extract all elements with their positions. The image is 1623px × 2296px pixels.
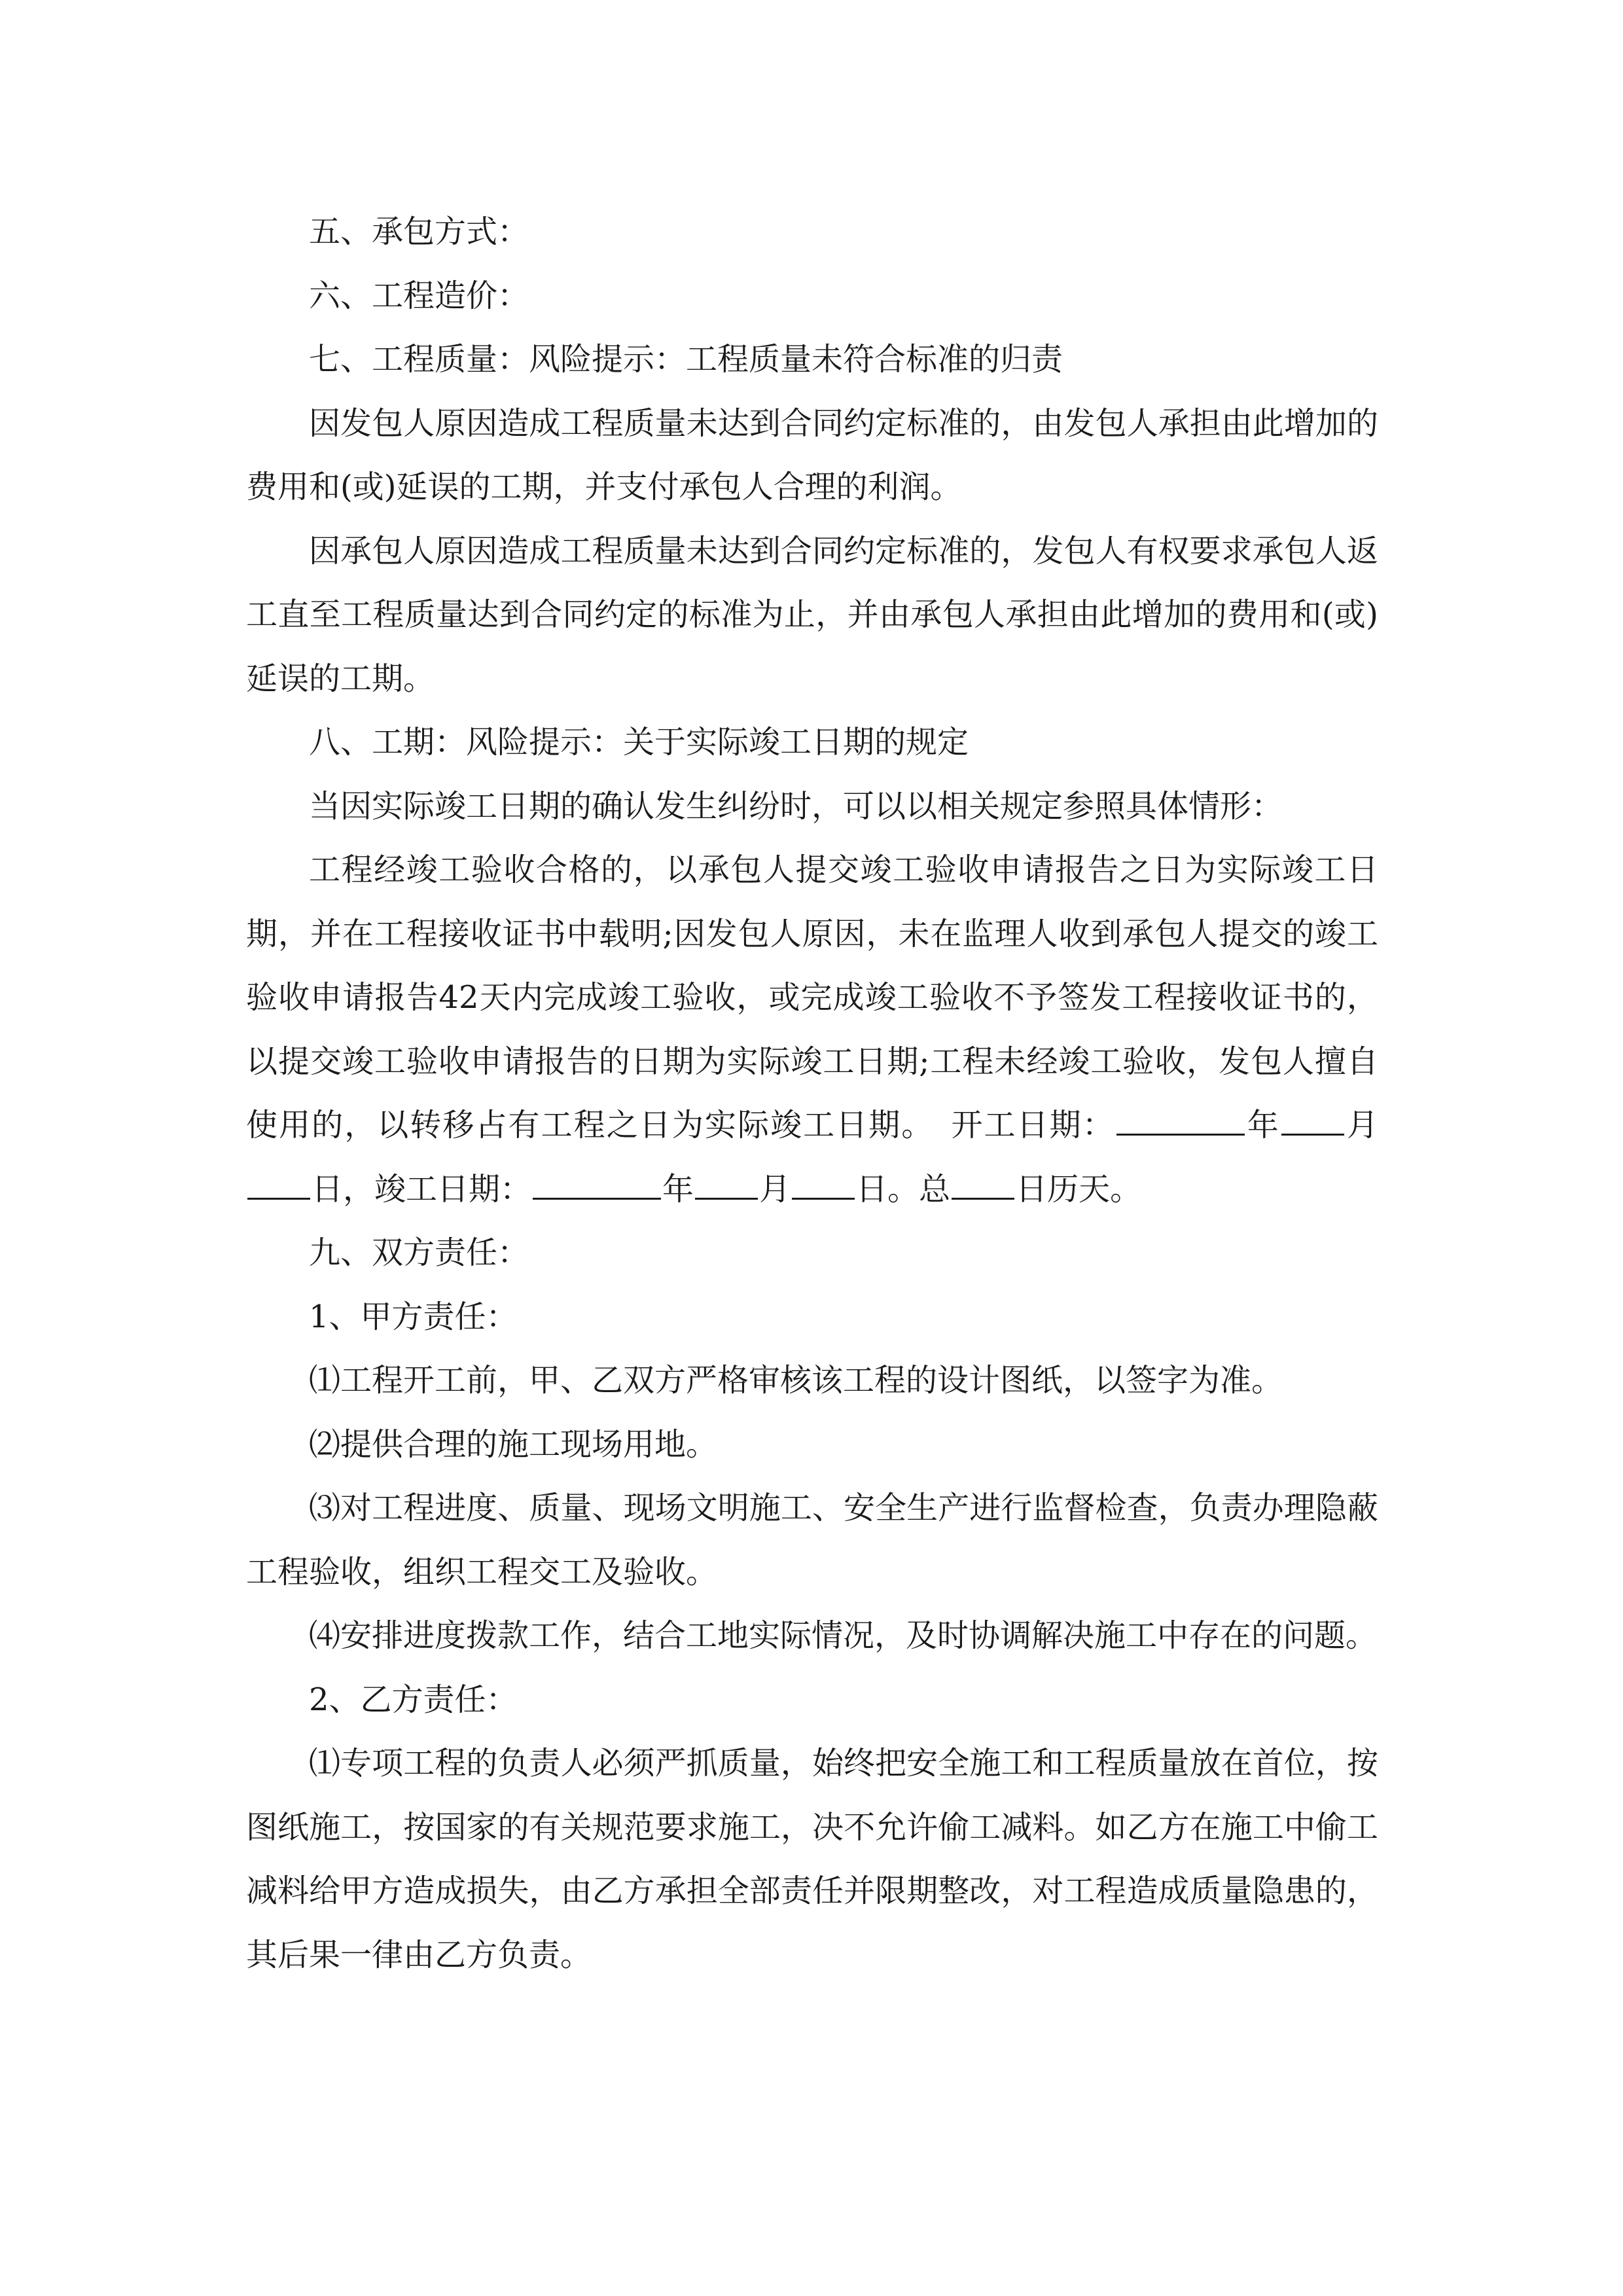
start-month-unit: 月	[1345, 1107, 1378, 1143]
paragraph-project-cost: 六、工程造价：	[309, 277, 529, 314]
start-day-unit: 日	[312, 1170, 344, 1208]
paragraph-quality-contractor: 因承包人原因造成工程质量未达到合同约定标准的，发包人有权要求承包人返工直至工程质量达到合同约定的标准为止，并由承包人承担由此增加的费用和(或)延误的工期。	[246, 532, 1378, 697]
start-month-blank[interactable]	[1281, 1102, 1344, 1136]
paragraph-party-a-heading: 1、甲方责任：	[309, 1298, 518, 1335]
paragraph-completion-rules	[246, 838, 1378, 1221]
paragraph-contract-method: 五、承包方式：	[309, 213, 529, 250]
paragraph-duration-heading: 八、工期：风险提示：关于实际竣工日期的规定	[309, 724, 969, 761]
start-day-blank[interactable]	[247, 1166, 310, 1200]
end-month-blank[interactable]	[695, 1166, 758, 1200]
paragraph-party-a-item-1: ⑴工程开工前，甲、乙双方严格审核该工程的设计图纸，以签字为准。	[309, 1362, 1283, 1399]
end-day-blank[interactable]	[792, 1166, 855, 1200]
paragraph-dispute-intro: 当因实际竣工日期的确认发生纠纷时，可以以相关规定参照具体情形：	[309, 787, 1283, 825]
start-year-unit: 年	[1245, 1107, 1280, 1143]
paragraph-party-a-item-2: ⑵提供合理的施工现场用地。	[309, 1426, 718, 1463]
paragraph-party-b-heading: 2、乙方责任：	[309, 1681, 518, 1718]
document-body	[246, 200, 1378, 1987]
paragraph-party-a-item-4: ⑷安排进度拨款工作，结合工地实际情况，及时协调解决施工中存在的问题。	[309, 1617, 1378, 1654]
end-day-unit: 日	[856, 1170, 888, 1208]
paragraph-party-b-item-1: ⑴专项工程的负责人必须严抓质量，始终把安全施工和工程质量放在首位，按图纸施工，按国家的有关规范要求施工，决不允许偷工减料。如乙方在施工中偷工减料给甲方造成损失，由乙方承担全部责任并限期整改，对工程造成质量隐患的，其后果一律由乙方负责。	[246, 1745, 1378, 1973]
end-month-unit: 月	[759, 1170, 791, 1208]
end-year-blank[interactable]	[533, 1166, 661, 1200]
start-date-label: 开工日期：	[951, 1107, 1115, 1143]
end-date-label: ，竣工日期：	[343, 1170, 532, 1208]
total-days-prefix: 。总	[887, 1170, 951, 1208]
total-days-suffix: 日历天。	[1016, 1170, 1142, 1208]
paragraph-party-a-item-3: ⑶对工程进度、质量、现场文明施工、安全生产进行监督检查，负责办理隐蔽工程验收，组织工程交工及验收。	[246, 1490, 1378, 1590]
completion-rules-text: 工程经竣工验收合格的，以承包人提交竣工验收申请报告之日为实际竣工日期，并在工程接收证书中载明;因发包人原因，未在监理人收到承包人提交的竣工验收申请报告42天内完成竣工验收，或完成竣工验收不予签发工程接收证书的，以提交竣工验收申请报告的日期为实际竣工日期;工程未经竣工验收，发包人擅自使用的，以转移占有工程之日为实际竣工日期。	[246, 852, 1378, 1143]
paragraph-responsibilities-heading: 九、双方责任：	[309, 1234, 529, 1271]
start-year-blank[interactable]	[1116, 1102, 1245, 1136]
paragraph-quality-heading: 七、工程质量：风险提示：工程质量未符合标准的归责	[309, 341, 1063, 378]
total-days-blank[interactable]	[952, 1166, 1014, 1200]
end-year-unit: 年	[662, 1170, 694, 1208]
paragraph-quality-employer: 因发包人原因造成工程质量未达到合同约定标准的，由发包人承担由此增加的费用和(或)延误的工期，并支付承包人合理的利润。	[246, 404, 1378, 505]
